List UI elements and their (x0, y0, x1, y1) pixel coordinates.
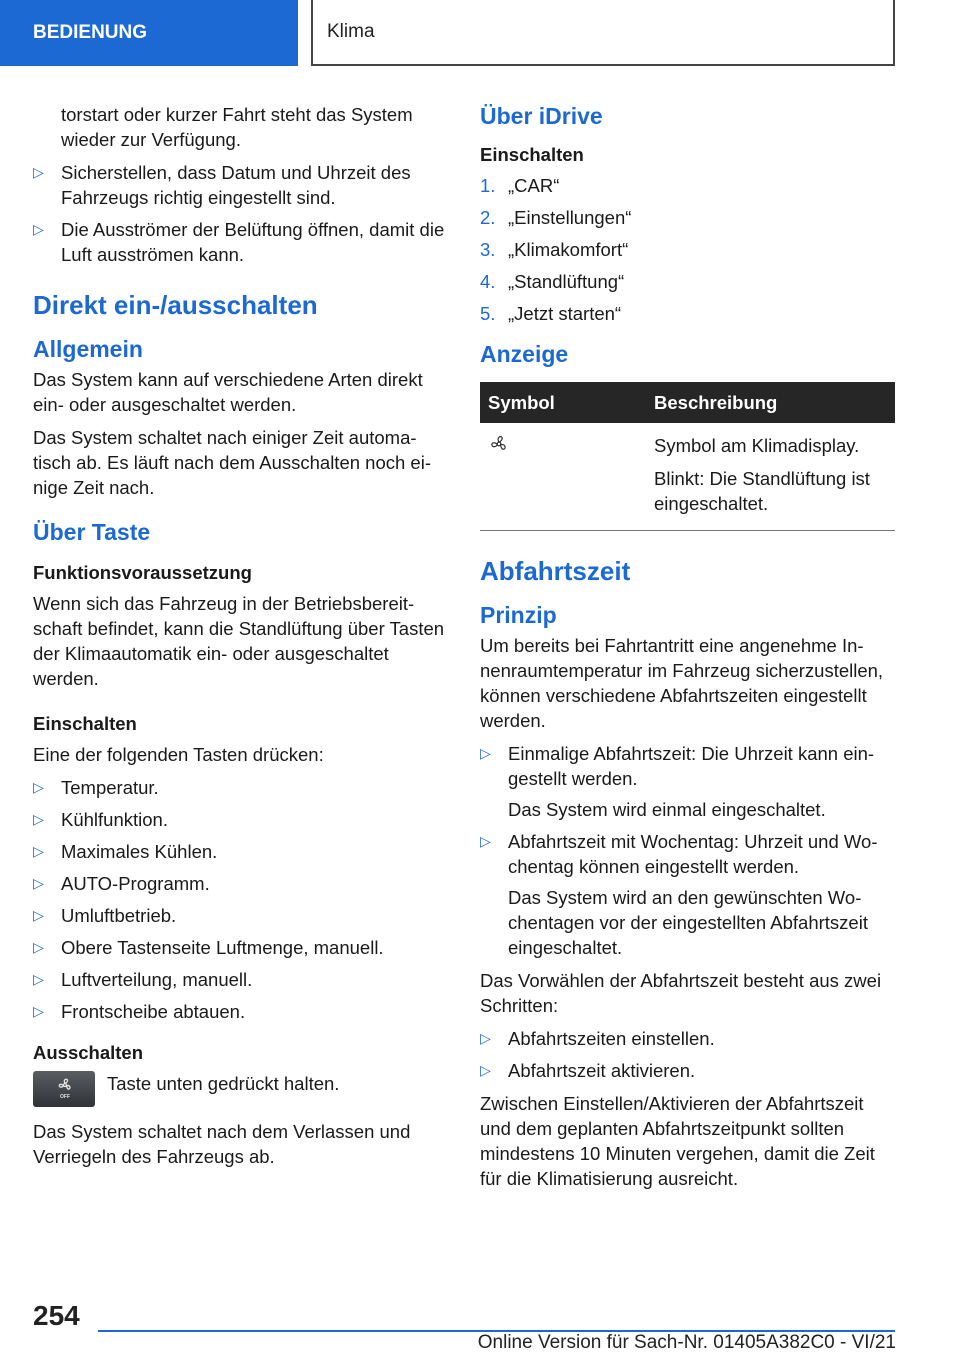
heading-funktionsvoraussetzung: Funktionsvoraussetzung (33, 562, 252, 583)
list-item: ▷ Die Ausströmer der Belüftung öffnen, damit die Luft ausströmen kann. (33, 219, 445, 265)
paragraph: Wenn sich das Fahrzeug in der Betriebsbereitschaft befindet, kann die Standlüftung über Tasten der Klimaautomatik ein- oder ausgeschaltet werden. (33, 593, 445, 689)
paragraph: Das Vorwählen der Abfahrtszeit besteht aus zwei Schritten: (480, 970, 882, 1016)
heading-einschalten-idrive: Einschalten (480, 144, 584, 165)
button-list (33, 775, 448, 1024)
abfahrt-list (480, 741, 895, 960)
list-item: ▷ AUTO-Programm. (33, 873, 210, 894)
chapter-title: Klima (311, 0, 895, 66)
triangle-bullet-icon: ▷ (480, 745, 491, 761)
paragraph: Eine der folgenden Tasten drücken: (33, 744, 324, 765)
heading-ueber-taste: Über Taste (33, 519, 151, 545)
intro-continuation: torstart oder kurzer Fahrt steht das System wieder zur Verfügung. (61, 104, 413, 150)
list-item: ▷ Einmalige Abfahrtszeit: Die Uhrzeit kann eingestellt werden. Das System wird einmal eingeschaltet. (480, 741, 895, 822)
paragraph: Zwischen Einstellen/Aktivieren der Abfahrtszeit und dem geplanten Abfahrtszeitpunkt sollten mindestens 10 Minuten vergehen, damit die Zeit für die Klimatisierung ausreicht. (480, 1093, 875, 1189)
step-item: 5. „Jetzt starten“ (480, 303, 622, 324)
list-item: ▷ Frontscheibe abtauen. (33, 1001, 246, 1022)
heading-prinzip: Prinzip (480, 602, 557, 628)
step-item: 2. „Einstellungen“ (480, 207, 632, 228)
heading-direkt: Direkt ein-/ausschalten (33, 290, 318, 320)
paragraph: Das System schaltet nach dem Verlassen und Verriegeln des Fahrzeugs ab. (33, 1121, 411, 1167)
list-item: ▷ Abfahrtszeiten einstellen. (480, 1028, 715, 1049)
triangle-bullet-icon: ▷ (33, 221, 44, 237)
heading-allgemein: Allgemein (33, 336, 143, 362)
heading-ueber-idrive: Über iDrive (480, 103, 603, 129)
heading-anzeige: Anzeige (480, 341, 569, 367)
table-header-symbol: Symbol (480, 382, 646, 423)
intro-list (33, 160, 448, 267)
list-item: ▷ Umluftbetrieb. (33, 905, 177, 926)
triangle-bullet-icon: ▷ (480, 1062, 491, 1078)
paragraph: Um bereits bei Fahrtantritt eine angenehme Innenraumtemperatur im Fahrzeug sicherzustellen, können verschiedene Abfahrtszeiten eingestellt werden. (480, 635, 884, 731)
list-item: ▷ Luftverteilung, manuell. (33, 969, 253, 990)
triangle-bullet-icon: ▷ (33, 875, 44, 891)
table-header-description: Beschreibung (646, 382, 895, 423)
triangle-bullet-icon: ▷ (33, 811, 44, 827)
off-button-text: Taste unten gedrückt halten. (107, 1073, 340, 1094)
list-item: ▷ Maximales Kühlen. (33, 841, 218, 862)
table-cell-symbol (480, 423, 646, 531)
table-row (480, 423, 895, 531)
heading-abfahrtszeit: Abfahrtszeit (480, 556, 631, 586)
triangle-bullet-icon: ▷ (33, 907, 44, 923)
fan-off-button-image (33, 1071, 95, 1107)
list-item: ▷ Abfahrtszeit aktivieren. (480, 1060, 696, 1081)
symbol-table (480, 382, 895, 531)
step-item: 1. „CAR“ (480, 175, 560, 196)
list-item: ▷ Sicherstellen, dass Datum und Uhrzeit des Fahrzeugs richtig eingestellt sind. (33, 162, 411, 208)
section-tab: BEDIENUNG (0, 0, 298, 66)
steps-list (480, 1026, 895, 1083)
list-item: ▷ Kühlfunktion. (33, 809, 168, 830)
triangle-bullet-icon: ▷ (33, 971, 44, 987)
table-cell-description: Symbol am Klimadisplay. Blinkt: Die Standlüftung ist eingeschaltet. (646, 423, 895, 531)
left-column (33, 102, 448, 1177)
list-item: ▷ Temperatur. (33, 777, 159, 798)
fan-off-icon (55, 1077, 75, 1101)
right-column (480, 102, 895, 1199)
heading-einschalten: Einschalten (33, 713, 137, 734)
fan-icon (488, 433, 510, 455)
list-item: ▷ Abfahrtszeit mit Wochentag: Uhrzeit und Wochentag können eingestellt werden. Das System wird an den gewünschten Wochentagen vor der eingestellten Abfahrtszeit eingeschaltet. (480, 829, 895, 960)
off-button-block (33, 1071, 448, 1115)
page-number: 254 (33, 1300, 80, 1331)
triangle-bullet-icon: ▷ (33, 939, 44, 955)
triangle-bullet-icon: ▷ (33, 843, 44, 859)
paragraph: Das System kann auf verschiedene Arten direkt ein- oder ausgeschaltet werden. (33, 369, 423, 415)
paragraph: Das System schaltet nach einiger Zeit automatisch ab. Es läuft nach dem Ausschalten noch einige Zeit nach. (33, 427, 431, 498)
triangle-bullet-icon: ▷ (480, 1030, 491, 1046)
list-item: ▷ Obere Tastenseite Luftmenge, manuell. (33, 937, 384, 958)
triangle-bullet-icon: ▷ (33, 1003, 44, 1019)
svg-text:OFF: OFF (60, 1094, 70, 1100)
triangle-bullet-icon: ▷ (480, 833, 491, 849)
idrive-steps (480, 173, 895, 326)
step-item: 4. „Standlüftung“ (480, 271, 625, 292)
list-item-continuation: Das System wird einmal eingeschaltet. (508, 799, 826, 820)
step-item: 3. „Klimakomfort“ (480, 239, 629, 260)
triangle-bullet-icon: ▷ (33, 779, 44, 795)
list-item-continuation: Das System wird an den gewünschten Wochentagen vor der eingestellten Abfahrtszeit eingeschaltet. (508, 887, 868, 958)
triangle-bullet-icon: ▷ (33, 164, 44, 180)
footer-text: Online Version für Sach-Nr. 01405A382C0 - VI/21 (477, 1332, 896, 1353)
heading-ausschalten: Ausschalten (33, 1042, 144, 1063)
